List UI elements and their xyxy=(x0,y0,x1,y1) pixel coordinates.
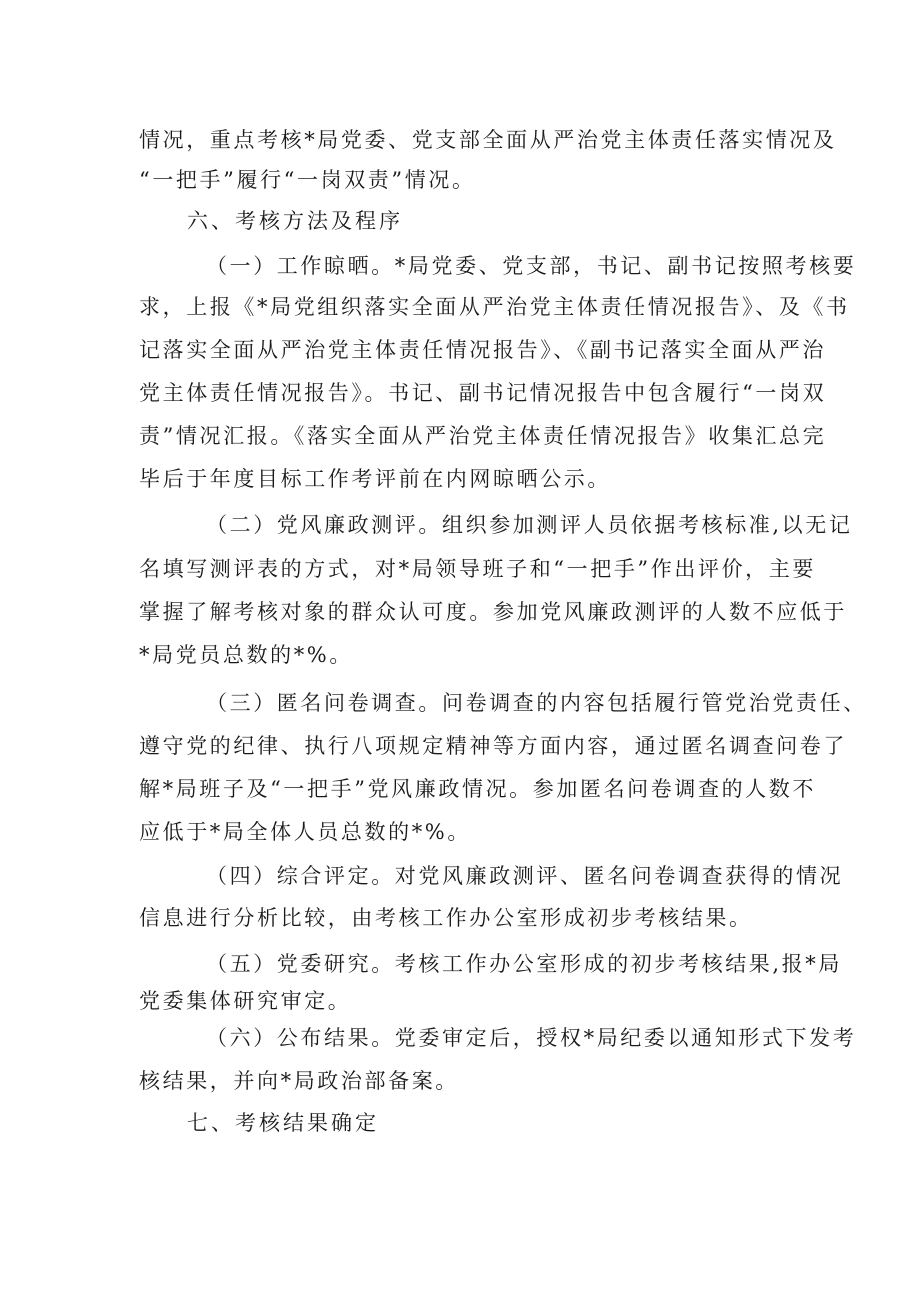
text-line: 党委集体研究审定。 xyxy=(139,989,352,1013)
text-line: 遵守党的纪律、执行八项规定精神等方面内容，通过匿名调查问卷了 xyxy=(139,734,847,758)
text-line: 信息进行分析比较，由考核工作办公室形成初步考核结果。 xyxy=(139,906,753,930)
text-line: 掌握了解考核对象的群众认可度。参加党风廉政测评的人数不应低于 xyxy=(139,600,847,624)
text-line: 情况，重点考核*局党委、党支部全面从严治党主体责任落实情况及 xyxy=(139,128,837,152)
paragraph-first-line: （二）党风廉政测评。组织参加测评人员依据考核标准,以无记 xyxy=(206,513,853,537)
text-line: 责”情况汇报。《落实全面从严治党主体责任情况报告》收集汇总完 xyxy=(139,424,827,448)
text-line: 解*局班子及“一把手”党风廉政情况。参加匿名问卷调查的人数不 xyxy=(139,777,816,801)
text-line: 毕后于年度目标工作考评前在内网晾晒公示。 xyxy=(139,467,611,491)
text-line: 核结果，并向*局政治部备案。 xyxy=(139,1069,459,1093)
text-line: “一把手”履行“一岗双责”情况。 xyxy=(139,168,476,192)
paragraph-first-line: （四）综合评定。对党风廉政测评、匿名问卷调查获得的情况 xyxy=(206,864,844,888)
paragraph-first-line: （六）公布结果。党委审定后，授权*局纪委以通知形式下发考 xyxy=(206,1026,857,1050)
text-line: 记落实全面从严治党主体责任情况报告》、《副书记落实全面从严治 xyxy=(139,338,826,362)
text-line: 求，上报《*局党组织落实全面从严治党主体责任情况报告》、及《书 xyxy=(139,295,850,319)
paragraph-first-line: （三）匿名问卷调查。问卷调查的内容包括履行管党治党责任、 xyxy=(206,691,867,715)
text-line: 应低于*局全体人员总数的*%。 xyxy=(139,820,471,844)
section-heading: 七、考核结果确定 xyxy=(187,1111,379,1135)
paragraph-first-line: （五）党委研究。考核工作办公室形成的初步考核结果,报*局 xyxy=(206,952,842,976)
paragraph-first-line: （一）工作晾晒。*局党委、党支部，书记、副书记按照考核要 xyxy=(206,254,857,278)
section-heading: 六、考核方法及程序 xyxy=(187,209,403,233)
text-line: 名填写测评表的方式，对*局领导班子和“一把手”作出评价，主要 xyxy=(139,557,816,581)
text-line: 党主体责任情况报告》。书记、副书记情况报告中包含履行“一岗双 xyxy=(139,381,827,405)
text-line: *局党员总数的*%。 xyxy=(139,643,353,667)
